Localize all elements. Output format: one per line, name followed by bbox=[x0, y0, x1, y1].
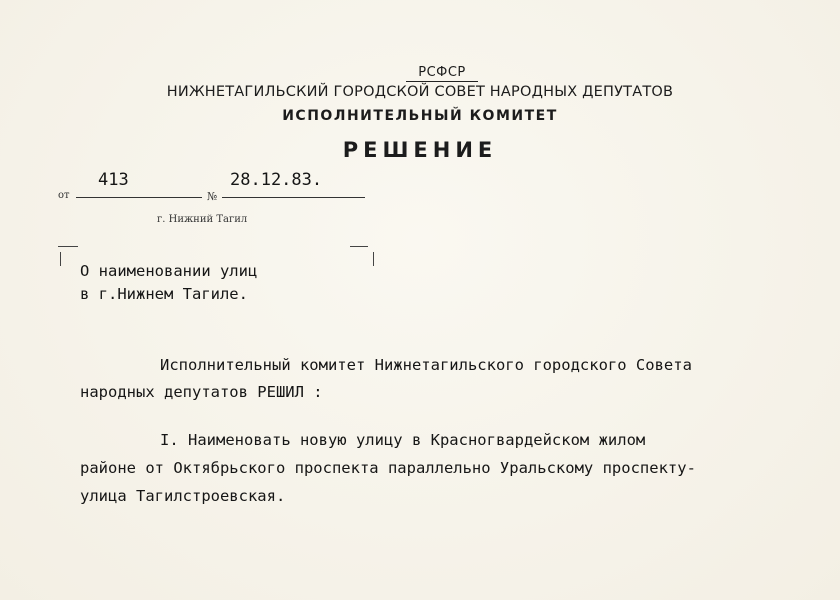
from-label: от bbox=[58, 190, 70, 201]
intro-line-2: народных депутатов РЕШИЛ : bbox=[80, 383, 323, 401]
republic-label: РСФСР bbox=[406, 66, 478, 82]
item-1-line-1: I. Наименовать новую улицу в Красногвардейском жилом bbox=[160, 431, 646, 449]
subject-line-2: в г.Нижнем Тагиле. bbox=[80, 285, 248, 303]
document-type-title: РЕШЕНИЕ bbox=[342, 138, 498, 162]
item-1-line-2: районе от Октябрьского проспекта параллельно Уральскому проспекту- bbox=[80, 459, 696, 477]
document-date: 28.12.83. bbox=[230, 170, 323, 190]
number-underline bbox=[222, 197, 365, 198]
bracket-left-vertical bbox=[60, 252, 61, 266]
number-label: № bbox=[207, 190, 218, 203]
council-name: НИЖНЕТАГИЛЬСКИЙ ГОРОДСКОЙ СОВЕТ НАРОДНЫХ ДЕПУТАТОВ bbox=[166, 84, 674, 100]
bracket-top-right bbox=[350, 246, 368, 247]
bracket-right-vertical bbox=[373, 252, 374, 266]
committee-name: ИСПОЛНИТЕЛЬНЫЙ КОМИТЕТ bbox=[282, 108, 558, 124]
subject-line-1: О наименовании улиц bbox=[80, 262, 258, 280]
intro-line-1: Исполнительный комитет Нижнетагильского городского Совета bbox=[160, 356, 692, 374]
city-label: г. Нижний Тагил bbox=[157, 214, 248, 225]
date-underline bbox=[76, 197, 202, 198]
document-number: 413 bbox=[98, 170, 129, 190]
bracket-top-left bbox=[58, 246, 78, 247]
item-1-line-3: улица Тагилстроевская. bbox=[80, 487, 286, 505]
